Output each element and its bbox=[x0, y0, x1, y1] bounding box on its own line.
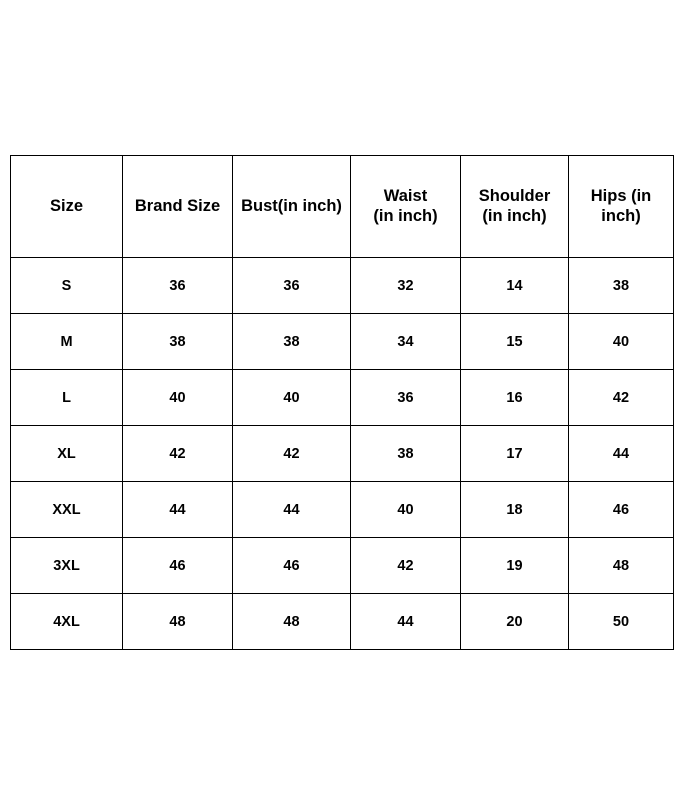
cell-brand-size: 36 bbox=[123, 258, 233, 314]
cell-size: XXL bbox=[11, 482, 123, 538]
table-row bbox=[11, 258, 674, 314]
cell-waist: 38 bbox=[351, 426, 461, 482]
column-header-brand-size bbox=[123, 156, 233, 258]
cell-shoulder: 16 bbox=[461, 370, 569, 426]
header-hips-line1: Hips (in inch) bbox=[590, 187, 652, 225]
cell-shoulder: 20 bbox=[461, 594, 569, 650]
header-size-line1: Size bbox=[49, 196, 84, 215]
header-brand-size-line1: Brand Size bbox=[134, 196, 221, 215]
cell-brand-size: 40 bbox=[123, 370, 233, 426]
cell-waist: 32 bbox=[351, 258, 461, 314]
cell-shoulder: 18 bbox=[461, 482, 569, 538]
cell-waist: 36 bbox=[351, 370, 461, 426]
cell-waist: 44 bbox=[351, 594, 461, 650]
cell-brand-size: 48 bbox=[123, 594, 233, 650]
size-chart-table bbox=[10, 155, 674, 650]
cell-hips: 42 bbox=[569, 370, 674, 426]
table-row bbox=[11, 594, 674, 650]
header-waist-line1: Waist bbox=[383, 187, 428, 206]
cell-hips: 44 bbox=[569, 426, 674, 482]
cell-shoulder: 15 bbox=[461, 314, 569, 370]
header-shoulder-line2: (in inch) bbox=[482, 206, 547, 225]
table-row bbox=[11, 370, 674, 426]
cell-bust: 48 bbox=[233, 594, 351, 650]
table-row bbox=[11, 426, 674, 482]
cell-size: S bbox=[11, 258, 123, 314]
cell-size: XL bbox=[11, 426, 123, 482]
cell-brand-size: 38 bbox=[123, 314, 233, 370]
column-header-hips bbox=[569, 156, 674, 258]
column-header-bust bbox=[233, 156, 351, 258]
table-header bbox=[11, 156, 674, 258]
cell-waist: 40 bbox=[351, 482, 461, 538]
cell-brand-size: 42 bbox=[123, 426, 233, 482]
cell-hips: 46 bbox=[569, 482, 674, 538]
table-row bbox=[11, 538, 674, 594]
cell-bust: 46 bbox=[233, 538, 351, 594]
table-row bbox=[11, 314, 674, 370]
cell-bust: 42 bbox=[233, 426, 351, 482]
cell-brand-size: 46 bbox=[123, 538, 233, 594]
size-chart-container bbox=[10, 155, 673, 650]
cell-size: 4XL bbox=[11, 594, 123, 650]
cell-shoulder: 14 bbox=[461, 258, 569, 314]
cell-hips: 50 bbox=[569, 594, 674, 650]
header-waist-line2: (in inch) bbox=[373, 206, 438, 225]
cell-brand-size: 44 bbox=[123, 482, 233, 538]
cell-shoulder: 19 bbox=[461, 538, 569, 594]
cell-size: M bbox=[11, 314, 123, 370]
cell-hips: 48 bbox=[569, 538, 674, 594]
table-row bbox=[11, 482, 674, 538]
cell-bust: 36 bbox=[233, 258, 351, 314]
cell-hips: 40 bbox=[569, 314, 674, 370]
cell-waist: 34 bbox=[351, 314, 461, 370]
column-header-waist bbox=[351, 156, 461, 258]
header-row bbox=[11, 156, 674, 258]
column-header-size bbox=[11, 156, 123, 258]
cell-hips: 38 bbox=[569, 258, 674, 314]
header-bust-line1: Bust(in inch) bbox=[241, 196, 342, 215]
cell-shoulder: 17 bbox=[461, 426, 569, 482]
cell-size: 3XL bbox=[11, 538, 123, 594]
cell-bust: 44 bbox=[233, 482, 351, 538]
cell-waist: 42 bbox=[351, 538, 461, 594]
header-shoulder-line1: Shoulder bbox=[478, 187, 551, 206]
table-body bbox=[11, 258, 674, 650]
cell-bust: 38 bbox=[233, 314, 351, 370]
cell-size: L bbox=[11, 370, 123, 426]
cell-bust: 40 bbox=[233, 370, 351, 426]
column-header-shoulder bbox=[461, 156, 569, 258]
